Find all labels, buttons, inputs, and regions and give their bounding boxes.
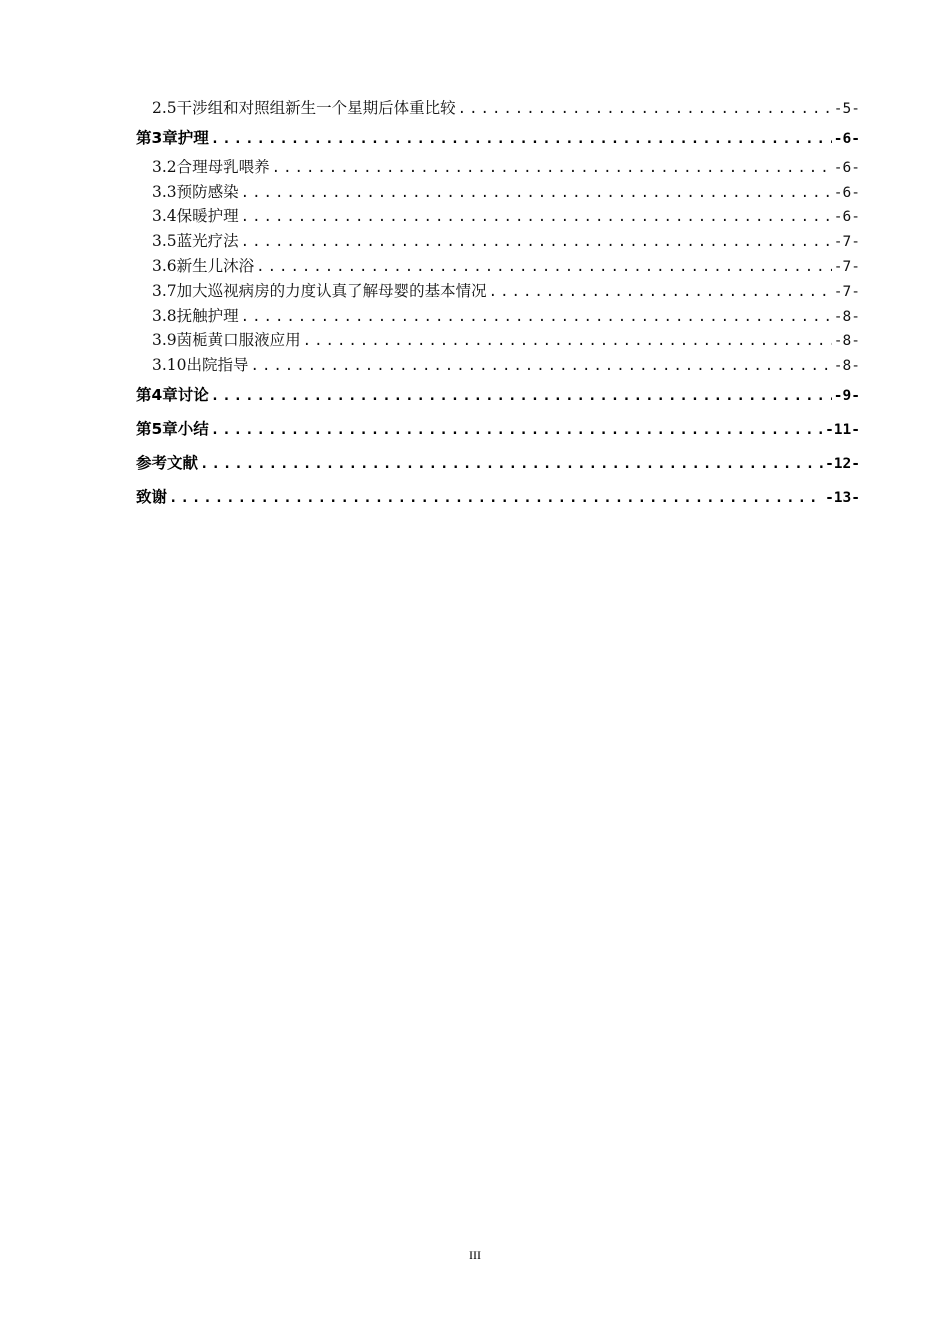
toc-entry-page: -8- [833, 358, 860, 375]
toc-entry-label: 3.6新生儿沐浴 [152, 256, 255, 275]
toc-dot-leader [211, 379, 832, 412]
toc-entry-3-3[interactable] [136, 180, 860, 205]
toc-entry-page: -7- [833, 234, 860, 251]
toc-entry-label: 3.9茵栀黄口服液应用 [152, 331, 301, 350]
toc-dot-leader [241, 205, 832, 229]
toc-dot-leader [241, 305, 832, 329]
toc-dot-leader [169, 481, 823, 514]
toc-dot-leader [211, 122, 832, 155]
toc-dot-leader [241, 181, 832, 205]
toc-dot-leader [251, 354, 832, 378]
toc-entry-label: 3.3预防感染 [152, 182, 239, 201]
toc-entry-label: 2.5干涉组和对照组新生一个星期后体重比较 [152, 99, 456, 117]
toc-entry-3-6[interactable] [136, 254, 860, 279]
toc-chapter-3[interactable] [136, 121, 860, 155]
toc-chapter-page: -13- [825, 489, 860, 506]
toc-entry-label: 3.5蓝光疗法 [152, 232, 239, 251]
toc-entry-page: -8- [833, 333, 860, 350]
toc-dot-leader [303, 329, 832, 353]
toc-dot-leader [458, 97, 832, 121]
toc-entry-3-2[interactable] [136, 155, 860, 180]
toc-chapter-page: -12- [825, 455, 860, 472]
toc-entry-3-7[interactable] [136, 279, 860, 304]
toc-dot-leader [256, 255, 832, 279]
toc-entry-page: -7- [833, 283, 860, 300]
toc-entry-page: -5- [833, 101, 860, 117]
toc-chapter-label: 第3章护理 [136, 128, 209, 147]
toc-dot-leader [241, 230, 832, 254]
toc-entry-label: 3.4保暖护理 [152, 207, 239, 226]
toc-entry-label: 3.7加大巡视病房的力度认真了解母婴的基本情况 [152, 281, 487, 300]
toc-dot-leader [211, 413, 823, 446]
toc-chapter-page: -11- [825, 421, 860, 438]
toc-chapter-label: 致谢 [136, 487, 168, 506]
toc-chapter-5[interactable] [136, 412, 860, 446]
toc-references[interactable] [136, 446, 860, 480]
toc-entry-3-4[interactable] [136, 204, 860, 229]
toc-entry-3-5[interactable] [136, 229, 860, 254]
toc-entry-label: 3.10出院指导 [152, 356, 249, 375]
toc-chapter-page: -6- [833, 130, 860, 147]
toc-chapter-label: 第4章讨论 [136, 385, 209, 404]
toc-dot-leader [200, 447, 823, 480]
toc-dot-leader [489, 280, 832, 304]
toc-entry-3-8[interactable] [136, 304, 860, 329]
toc-entry-label: 3.2合理母乳喂养 [152, 157, 270, 176]
page-number: III [469, 1248, 481, 1262]
toc-chapter-label: 第5章小结 [136, 419, 209, 438]
toc-dot-leader [272, 156, 832, 180]
toc-entry-page: -7- [833, 258, 860, 275]
toc-entry-page: -6- [833, 159, 860, 176]
toc-chapter-4[interactable] [136, 378, 860, 412]
toc-entry-page: -6- [833, 209, 860, 226]
toc-entry-3-9[interactable] [136, 328, 860, 353]
table-of-contents [136, 96, 860, 514]
toc-entry-page: -8- [833, 308, 860, 325]
toc-chapter-label: 参考文献 [136, 453, 199, 472]
toc-chapter-page: -9- [833, 387, 860, 404]
toc-entry-3-10[interactable] [136, 353, 860, 378]
toc-acknowledgements[interactable] [136, 480, 860, 514]
toc-entry-label: 3.8抚触护理 [152, 306, 239, 325]
toc-entry-2-5[interactable] [136, 96, 860, 121]
toc-entry-page: -6- [833, 184, 860, 201]
